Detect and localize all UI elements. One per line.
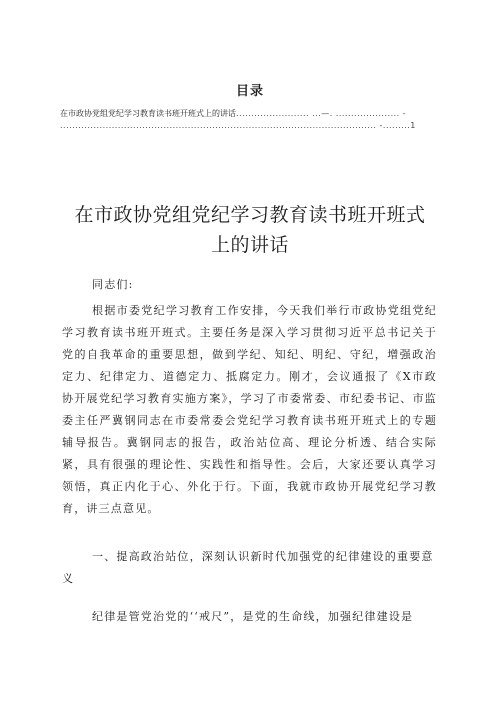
toc-entry-leader-dots-page: ........................................................................................................ -.........1 [60,121,416,130]
body-paragraph: 根据市委党纪学习教育工作安排，今天我们举行市政协党组党纪学习教育读书班开班式。主要任务是深入学习贯彻习近平总书记关于党的自我革命的重要思想，做到学纪、知纪、明纪、守纪，增强政治定力、纪律定力、道德定力、抵腐定力。刚才，会议通报了《X市政协开展党纪学习教育实施方案》，学习了市委常委、市纪委书记、市监委主任严冀钢同志在市委常委会党纪学习教育读书班开班式上的专题辅导报告。冀钢同志的报告，政治站位高、理论分析透、结合实际紧，具有很强的理论性、实践性和指导性。会后，大家还要认真学习领悟，真正内化于心、外化于行。下面，我就市政协开展党纪学习教育，讲三点意见。 [62,304,437,515]
document-title [60,200,440,260]
toc-heading: 目录 [235,84,264,99]
toc-entry-continuation[interactable] [60,121,440,130]
document-title-line2: 上的讲话 [210,234,289,256]
greeting: 同志们: [92,278,134,291]
toc-entry-title[interactable]: 在市政协党组党纪学习教育读书班开班式上的讲话 [60,109,236,118]
toc-entry[interactable] [60,108,440,119]
document-title-line1: 在市政协党组党纪学习教育读书班开班式 [74,204,426,226]
body-paragraph: 纪律是管党治党的‘‘戒尺”，是党的生命线，加强纪律建设是 [92,610,414,623]
section-heading: 一、提高政治站位，深刻认识新时代加强党的纪律建设的重要意义 [62,550,434,585]
toc-entry-leader-dots: ........................ ...—. ..................... - [236,109,407,118]
